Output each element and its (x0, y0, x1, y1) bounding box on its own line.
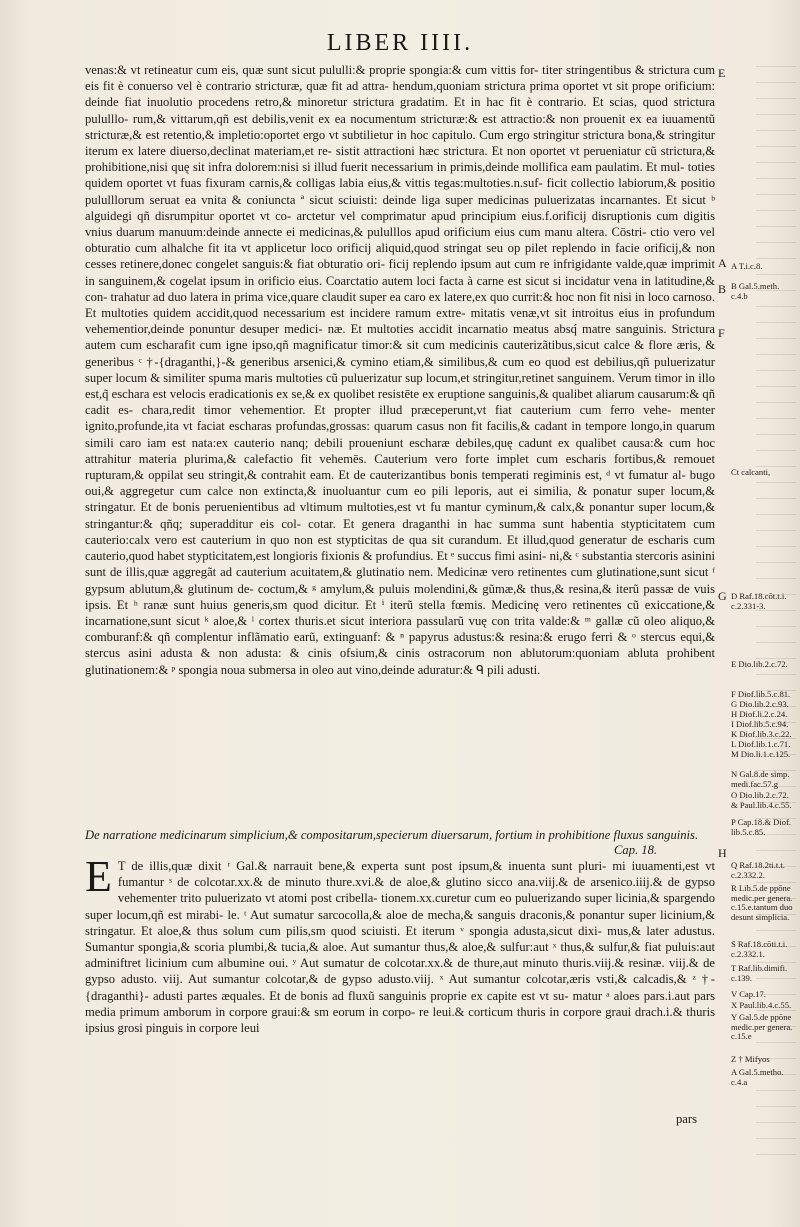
margin-note: G Dio.lib.2.c.93. (731, 699, 789, 709)
margin-note: Q Raf.18.2ti.t.t. c.2.332.2. (731, 860, 785, 880)
main-text-block (85, 62, 715, 678)
paragraph: venas:& vt retineatur cum eis, quæ sunt sicut pululli:& proprie spongia:& cum vittis for- titer stringentibus & strictura cum eis fit è conuerso vel è contrario stricturæ, quæ fit ad attra- hendum,quoniam strictura prima oportet vt sit prope orificium: deinde fiat inuolutio procedens retro,& minoretur strictura gradatim. Et in hac fit è contrario. Et scias, quod strictura pululllo- rum,& vittarum,qñ est debilis,venit ex ea nocumentum stricturæ:& est attractio:& non prouenit ex ea iuuamentũ stricturæ,& est retentio,& impletio:oportet ergo vt subtilietur in hoc capitulo. Cum ergo stringitur strictura bona,& stringitur iterum ex latere diuerso,declinat materiam,et re- sistit attractioni hæc strictura. Et non oportet vt perueniatur cũ strictura,& prohibitione,nisi quę sit infra dolorem:nisi si illud fuerit necessarium in primis,deinde mollifica eam paulatim. Et mul- toties quidem oportet vt fuas fixuram carnis,& colligas labia eius,& vittis tegas:multoties.n.suf- ficit collectio labiorum,& positio pululllorum seruat ea vnita & coniuncta ª sicut sciuisti: deinde liga super medicinas puluerizatas incarnantes. Et sicut ᵇ alguidegi qñ disrumpitur oportet vt co- arctetur vel comprimatur apud principium eius.f.orificij disruptionis cum digitis vnius duarum manuum:deinde annecte ei medicinas,& pululllos apud orificium eius cum manu altera. Cōstri- ctio vero vel obturatio cum alhalche fit ita vt applicetur loco orificij aliquid,quod stringat seu op pilet replendo in facie orificij,& non cesses retinere,donec congelet sanguis:& fiat obturatio ori- ficij replendo ipsum aut cum re infrigidante valde,quæ imprimit in sanguinem,& cogelat ipsum in orificio eius. Coarctatio autem loci facta à carne est sicut si incidatur vena in latitudine,& con- trahatur ad duo latera in prima vice,quare claudit super ea caro ex latere,ex quo currit:& hoc non fit nisi in loco carnoso. Et multoties quidem accidit,quod necessarium est incidere ramum extre- mitatis venæ,vt sit introitus eius in profundum vehementior,deinde ponuntur desuper medici- næ. Et multoties accidit incarnatio meatus absq́ matre sanguinis. Strictura autem cum escharafit cum igne ipso,qñ magnificatur timor:& sit cum medicinis cauterizãtibus,sicut calce & flore æris, & generibus ᶜ †-{draganthi,}-& generibus arsenici,& cymino etiam,& similibus,& cum eo quod est debilius,qñ puluerizatur super locum & similiter spuma maris multoties cũ puluerizatur sup locum,et stringitur,retinet sanguinem. Verum timor in illo est,q̃ eschara est velocis eradicationis ex se,& ex quolibet resistēte ex eruptione sanguinis,& qualibet aliarum causarum:& qñ cadit es- chara,redit timor vehementior. Et propter illud præceperunt,vt fiat cauterium cum ferro vehe- menter ignito,profunde,ita vt faciat escharas profundas,grossas: quarum casus non fit facilis,& cadant in tempore longo,in quarum simili caro iam est nata:ex cauterio nanq; debili proueniunt escharæ debiles,quę cadunt ex qualibet causa:& cum hoc attrahitur materia plurima,& calefactio fit vehemēs. Cauterium vero forte implet cum escharis fortibus,& remouet rupturam,& oppilat seu stringit,& contrahit eam. Et de cauterizantibus bonis temperati regiminis est, ᵈ vt fumatur al- bugo oui,& aggregetur cum calce non extincta,& inuoluantur cum eo pili leporis, aut ei similia, & ponatur super locum,& stringatur. Et de bonis peruenientibus ad vltimum multoties,est vt fu mantur cyminum,& calx,& ponantur super locum,& stringantur:& qñq; superadditur eis col- cotar. Et genera draganthi in hac summa sunt habentia stypticitatem cum cauterio:calx vero est cauterium in quo non est stypticitas de qua sit curandum. Et illud,quod generatur de escharis cum cauterio,quod habet stypticitatem,est longioris fixionis & profundius. Et ᵉ succus fimi asini- ni,& ᶜ substantia stercoris asinini sunt de illis,quæ aggregãt ad cauterium acuitatem,& glutinatio nem. Medicinæ vero retinentes cum glutinatione,sunt sicut ᶠ gypsum ablutum,& glutinum de- coctum,& ᵍ amylum,& puluis molendini,& gũmæ,& thus,& resina,& iterũ passæ de vuis ipsis. Et ʰ ranæ sunt huius generis,sm quod dicitur. Et ⁱ iterũ stella fœmis. Medicinę vero retinentes cũ exiccatione,& incarnatione,sunt sicut ᵏ aloe,& ˡ cortex thuris.et sicut interiora passularũ vuę con trita valde:& ᵐ gallæ cũ oleo aliquo,& comburanf:& qñ complentur inflãmatio earũ, extinguanf: & ⁿ papyrus adustus:& resina:& erugo ferri & ᵒ stercus equi,& stercus asini adusta & non adusta: & cinis ofsium,& cinis ostracorum non ablutorum:quoniam abluta prohibent glutinationem:& ᵖ spongia noua submersa in oleo aut vino,deinde aduratur:& ᑫ pili adusti. (85, 63, 715, 677)
margin-letter: A (718, 256, 727, 270)
margin-note: & Paul.lib.4.c.55. (731, 800, 792, 810)
margin-letter: H (718, 846, 727, 860)
margin-letter: B (718, 282, 727, 296)
margin-note: I Diof.lib.5.c.94. (731, 719, 789, 729)
margin-note: R Lib.5.de ppōne medic.per genera. c.15.e.tantum duo desunt simplicia. (731, 883, 793, 922)
margin-note: H Diof.li.2.c.24. (731, 709, 788, 719)
catchword: pars (676, 1112, 697, 1126)
margin-letter: G (718, 589, 727, 603)
margin-note: V Cap.17. (731, 989, 766, 999)
margin-note: L Diof.lib.1.c.71. (731, 739, 791, 749)
margin-note: A T.i.c.8. (731, 261, 763, 271)
margin-note: K Diof.lib.3.c.22. (731, 729, 792, 739)
margin-note: X Paul.lib.4.c.55. (731, 1000, 792, 1010)
margin-note: B Gal.5.meth. c.4.b (731, 281, 780, 301)
margin-note: M Dio.li.1.c.125. (731, 749, 791, 759)
chapter-paragraph: T de illis,quæ dixit ʳ Gal.& narrauit bene,& experta sunt post ipsum,& inuenta sunt pluri- mi iuuamenti,est vt fumantur ˢ de colcotar.xx.& de minuto thure.xvi.& de aloe,& glutino sicco ana.viij.& de arsenico.iiij.& de gypso vehementer trito puluerizato vt atomi post cribella- tionem.xx.curetur cum eo puluerizando super licinia,& spargendo super locum,qñ est mirabi- le. ᵗ Aut sumatur sarcocolla,& aloe de mecha,& sanguis draconis,& ponantur super licinium,& stringatur. Et aloe,& thus solum cum pilis,sm quod sciuisti. Et iterum ᵛ spongia adusta,sicut dixi- mus,& later adustus. Sumantur spongia,& scoria plumbi,& tucia,& aloe. Aut sumantur thus,& aloe,& sulfur:aut ˣ thus,& sulfur,& fiat puluis:aut adminiftret licinium cum albumine oui. ʸ Aut sumatur de colcotar.xx.& de thure,aut minuto thuris.viij.& resinæ. viij.& de gypso adusto. viij. Aut sumantur colcotar,& de gypso adusto.viij. ˣ Aut sumantur colcotar,æris vsti,& calcadis,& ᶻ †-{draganthi}- adusti partes æquales. Et de bonis ad fluxũ sanguinis proprie ex capite est vt su- matur ᵃ aloes pars.i.aut pars media primum amborum in corpore graui:& sm eorum in corpo- re leui.& corticum thuris in corpore graui drach.i.& thuris ipsius grosi pinguis in corpore leui (85, 859, 715, 1036)
margin-note: O Dio.lib.2.c.72. (731, 790, 789, 800)
running-head: LIBER IIII. (326, 30, 474, 56)
margin-note: T Raf.lib.dimifi. c.139. (731, 963, 788, 983)
margin-note: A Gal.5.metho. c.4.a (731, 1067, 784, 1087)
margin-letter: E (718, 66, 726, 80)
margin-note: F Diof.lib.5.c.81. (731, 689, 791, 699)
chapter-label: Cap. 18. (614, 843, 658, 857)
chapter-heading: De narratione medicinarum simplicium,& compositarum,specierum diuersarum, fortium in prohibitione fluxus sanguinis. (85, 828, 699, 842)
drop-cap: E (85, 852, 112, 901)
margin-note: D Raf.18.cōt.t.i. c.2.331-3. (731, 591, 787, 611)
margin-note: S Raf.18.cōti.t.i. c.2.332.1. (731, 939, 788, 959)
margin-note: Z † Mifyos (731, 1054, 770, 1064)
margin-letter: F (718, 326, 725, 340)
chapter-text-block (85, 852, 715, 1036)
margin-note: Ct calcanti, (731, 467, 771, 477)
margin-note: P Cap.18.& Diof. lib.5.c.85. (731, 817, 792, 837)
margin-note: N Gal.8.de simp. medi.fac.57.g (731, 769, 790, 789)
margin-note: E Dio.lib.2.c.72. (731, 659, 788, 669)
margin-note: Y Gal.5.de ppōne medic.per genera. c.15.e (731, 1012, 793, 1041)
